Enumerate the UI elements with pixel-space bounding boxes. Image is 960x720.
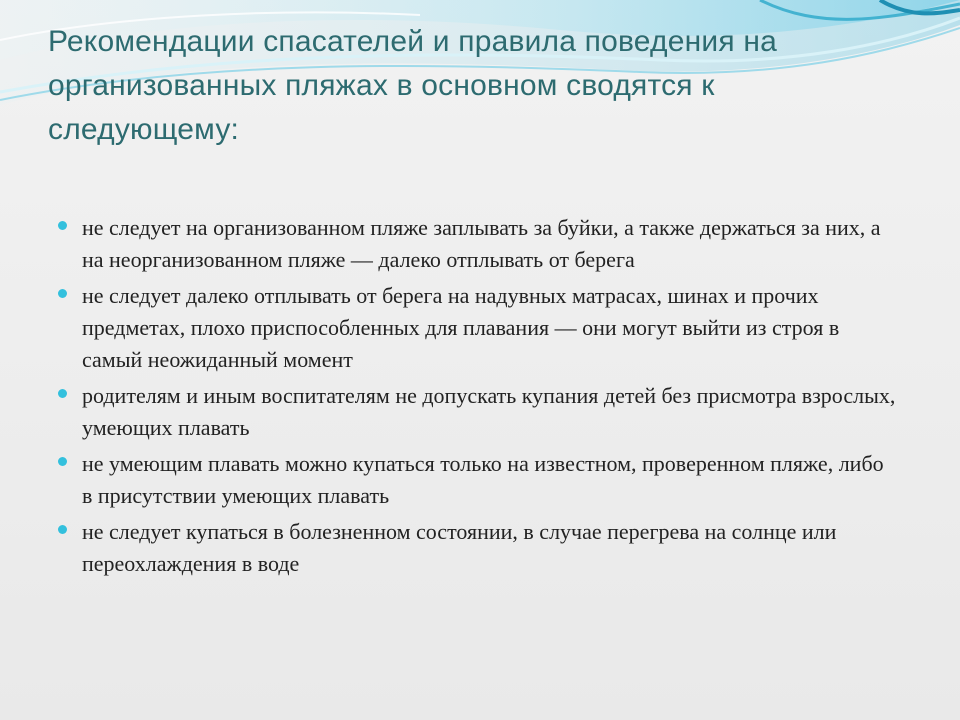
list-item	[56, 380, 896, 444]
bullet-dot-icon	[58, 457, 67, 466]
bullet-dot-icon	[58, 221, 67, 230]
bullet-dot-icon	[58, 525, 67, 534]
list-item	[56, 212, 896, 276]
slide-title: Рекомендации спасателей и правила поведения на организованных пляжах в основном сводятся к следующему:	[48, 25, 777, 146]
list-item	[56, 280, 896, 376]
bullet-dot-icon	[58, 289, 67, 298]
bullet-text: родителям и иным воспитателям не допускать купания детей без присмотра взрослых, умеющих плавать	[82, 383, 896, 440]
bullet-text: не следует купаться в болезненном состоянии, в случае перегрева на солнце или переохлаждения в воде	[82, 519, 837, 576]
list-item	[56, 448, 896, 512]
bullet-dot-icon	[58, 389, 67, 398]
bullet-list	[56, 212, 896, 584]
bullet-text: не следует далеко отплывать от берега на надувных матрасах, шинах и прочих предметах, плохо приспособленных для плавания — они могут выйти из строя в самый неожиданный момент	[82, 283, 840, 372]
list-item	[56, 516, 896, 580]
bullet-text: не умеющим плавать можно купаться только на известном, проверенном пляже, либо в присутствии умеющих плавать	[82, 451, 884, 508]
bullet-text: не следует на организованном пляже заплывать за буйки, а также держаться за них, а на неорганизованном пляже — далеко отплывать от берега	[82, 215, 881, 272]
